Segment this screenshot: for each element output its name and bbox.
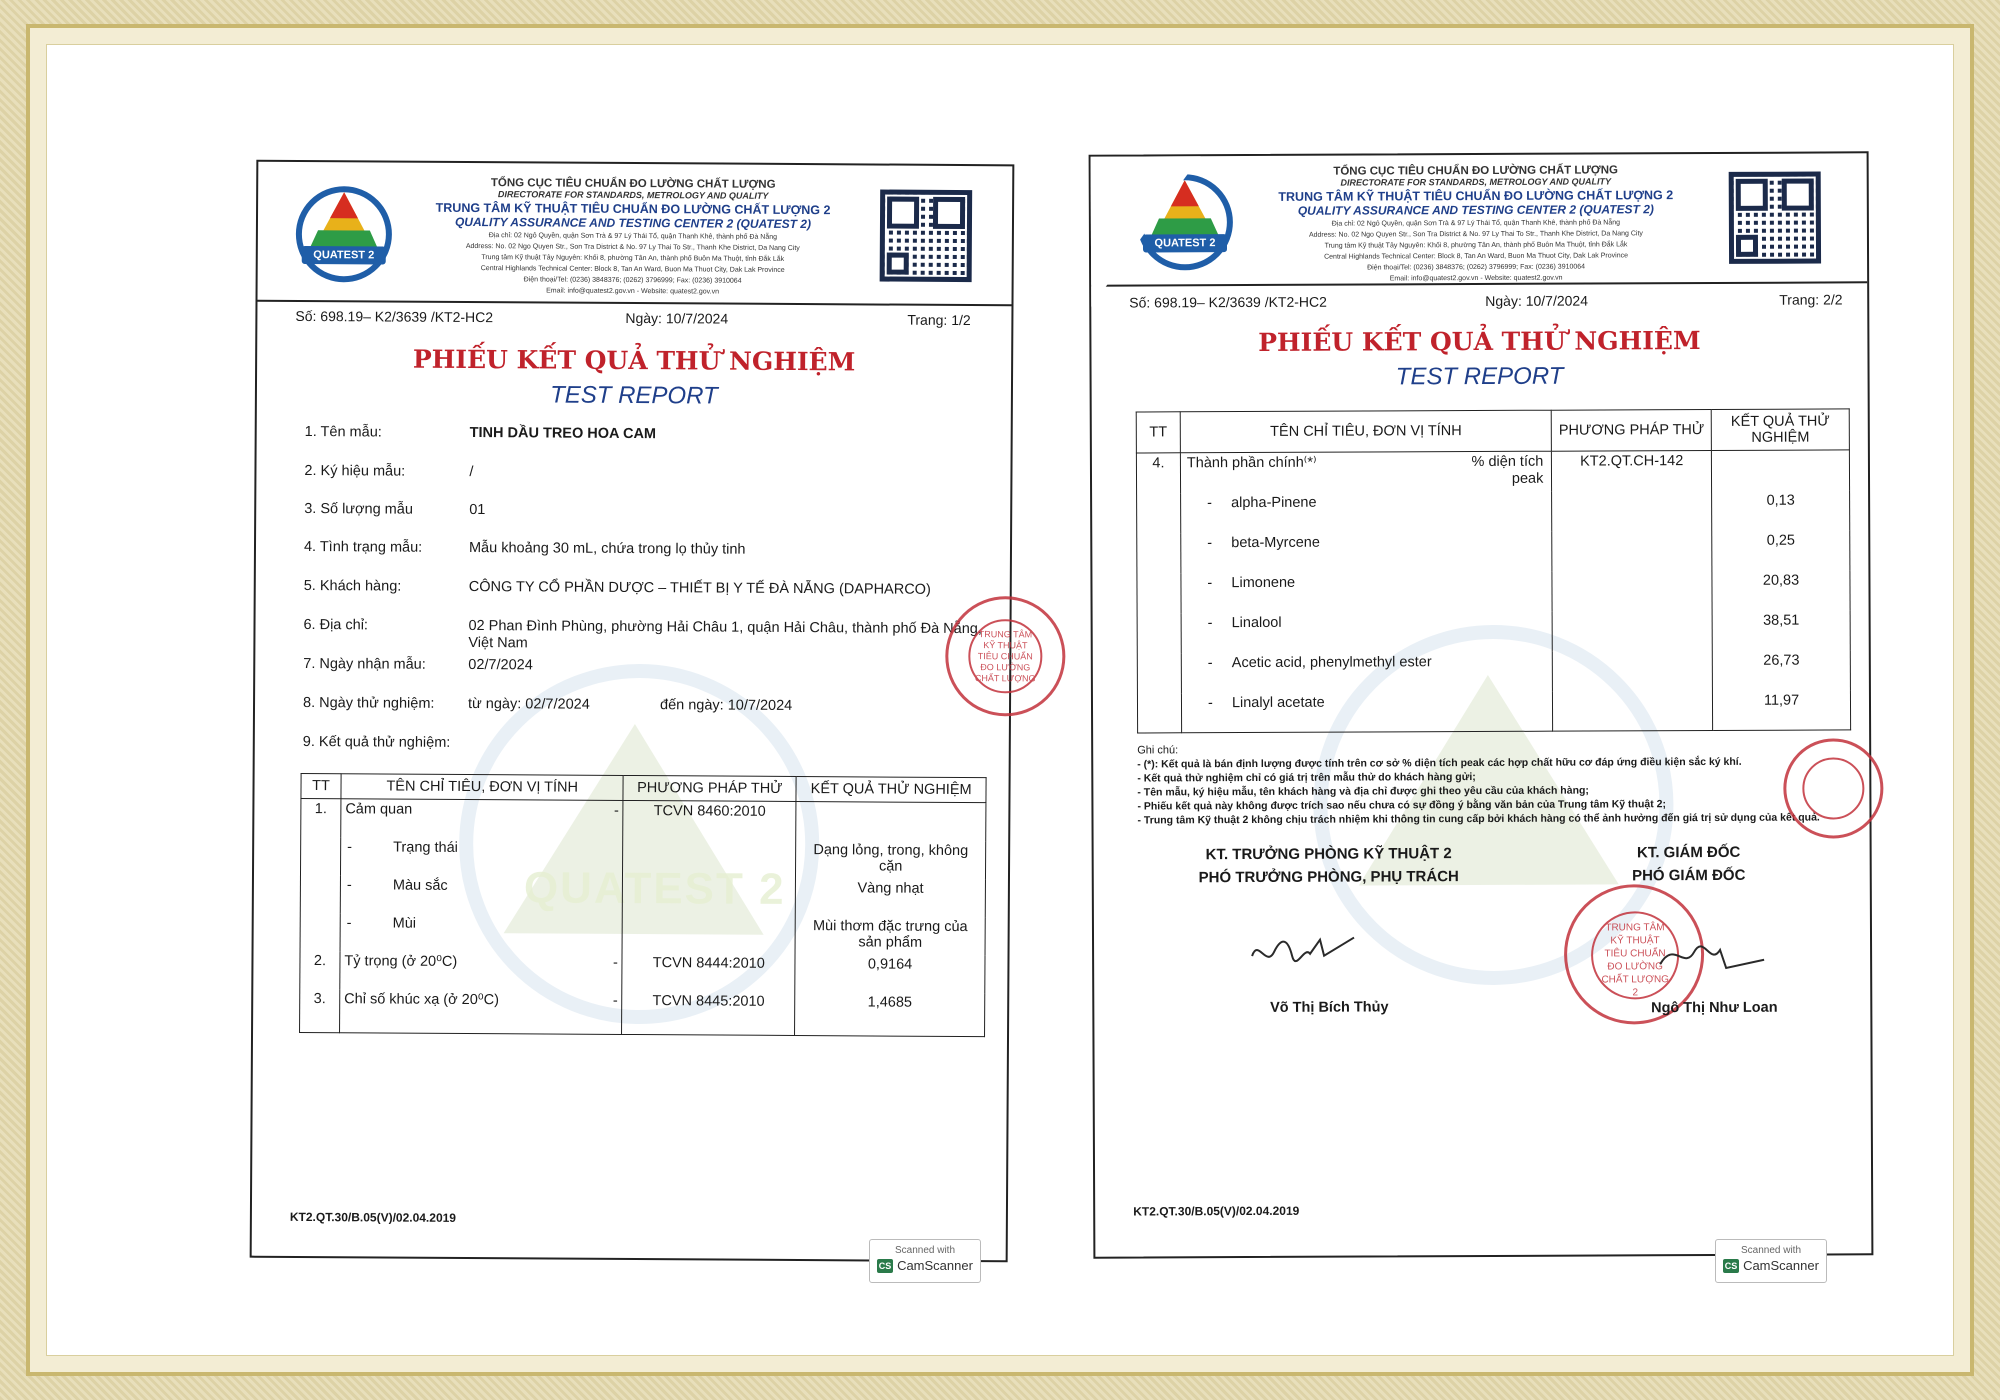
signature-right xyxy=(1654,930,1774,981)
table-row: - Mùi Mùi thơm đặc trưng của sản phẩm xyxy=(300,912,985,954)
letterhead xyxy=(257,162,1012,307)
letterhead-text: TỔNG CỤC TIÊU CHUẨN ĐO LƯỜNG CHẤT LƯỢNG DIRECTORATE FOR STANDARDS, METROLOGY AND QUALITY TRUNG TÂM KỸ THUẬT TIÊU CHUẨN ĐO LƯỜNG CHẤT LƯỢNG 2 QUALITY ASSURANCE AND TESTING CENTER 2 (QUATEST 2) Địa chỉ: 02 Ngô Quyền, quận Sơn Trà & 97 Lý Thái Tổ, quận Thanh Khê, thành phố Đà Nẵng Address: No. 02 Ngo Quyen Str., Son Tra District & No. 97 Ly Thai To Str., Thanh Khe District, Da Nang City Trung tâm Kỹ thuật Tây Nguyên: Khối 8, phường Tân An, thành phố Buôn Ma Thuột, tỉnh Đắk Lắk Central Highlands Technical Center: Block 8, Tan An Ward, Buon Ma Thuot City, Dak Lak Province Điện thoại/Tel: (0236) 3848376; (0262) 3796999; Fax: (0236) 3910064 Email: info@quatest2.gov.vn - Website: quatest2.gov.vn xyxy=(435,177,831,296)
title-english: TEST REPORT xyxy=(550,381,718,410)
camscanner-badge: Scanned with CS CamScanner xyxy=(1715,1239,1827,1283)
table-row: - Màu sắc Vàng nhạt xyxy=(300,874,985,916)
report-number: Số: 698.19– K2/3639 /KT2-HC2 xyxy=(1129,293,1327,311)
results-table-1 xyxy=(299,773,987,1037)
title-english: TEST REPORT xyxy=(1395,362,1564,391)
official-stamp-small xyxy=(1783,738,1883,838)
notes-section: Ghi chú: - (*): Kết quả là bán định lượng được tính trên cơ sở % diện tích peak các hợp chất hữu cơ đáp ứng điều kiện sắc ký khí. - Kết quả thử nghiệm chỉ có giá trị trên mẫu thử do khách hàng gửi; - Tên mẫu, ký hiệu mẫu, tên khách hàng và địa chỉ được ghi theo yêu cầu của khách hàng; - Phiếu kết quả này không được trích sao nếu chưa có sự đồng ý bằng văn bản của Trung tâm Kỹ thuật 2; - Trung tâm Kỹ thuật 2 không chịu trách nhiệm khi thông tin cung cấp bởi khách hàng có thể ảnh hưởng đến giá trị sử dụng của kết quả. xyxy=(1137,744,1820,827)
official-stamp-director: TRUNG TÂM KỸ THUẬT TIÊU CHUẨN ĐO LƯỜNG CHẤT LƯỢNG 2 xyxy=(1564,884,1705,1025)
table-row: 3. Chỉ số khúc xạ (ở 20⁰C) - TCVN 8445:2010 1,4685 xyxy=(300,988,985,1036)
report-meta xyxy=(295,308,991,334)
page-indicator: Trang: 2/2 xyxy=(1779,291,1843,308)
signatory-right-title: KT. GIÁM ĐỐC PHÓ GIÁM ĐỐC xyxy=(1632,843,1746,885)
table-row: - alpha-Pinene 0,13 xyxy=(1137,490,1850,533)
report-date: Ngày: 10/7/2024 xyxy=(1485,292,1589,309)
official-stamp: TRUNG TÂM KỸ THUẬT TIÊU CHUẨN ĐO LƯỜNG CHẤT LƯỢNG xyxy=(945,596,1066,717)
title-vietnamese: PHIẾU KẾT QUẢ THỬ NGHIỆM xyxy=(1258,326,1701,357)
table-row: - Linalyl acetate 11,97 xyxy=(1137,690,1850,733)
report-page-2 xyxy=(1089,151,1874,1258)
table-row: - Limonene 20,83 xyxy=(1137,570,1850,613)
signatory-left-title: KT. TRƯỞNG PHÒNG KỸ THUẬT 2 PHÓ TRƯỞNG PHÒNG, PHỤ TRÁCH xyxy=(1198,845,1459,887)
signature-left xyxy=(1244,916,1364,977)
table-header-row: TT TÊN CHỈ TIÊU, ĐƠN VỊ TÍNH PHƯƠNG PHÁP THỬ KẾT QUẢ THỬ NGHIỆM xyxy=(1136,409,1849,453)
table-row: 4. Thành phần chính⁽*⁾ % diện tích peak KT2.QT.CH-142 xyxy=(1136,450,1849,493)
camscanner-badge: Scanned with CS CamScanner xyxy=(869,1239,981,1283)
table-row: - beta-Myrcene 0,25 xyxy=(1137,530,1850,573)
report-page-1: QUATEST 2 QUATEST 2 TỔNG CỤC TIÊU CHUẨN ĐO LƯỜNG CHẤT LƯỢNG DIRECTORATE FOR STANDARDS, METROLOGY AND QUALITY TRUNG TÂM KỸ THUẬT TIÊU CHUẨN ĐO LƯỜNG CHẤT LƯỢNG 2 QUALITY ASSURANCE AND TESTING CENTER 2 (QUATEST 2) Địa chỉ: 02 Ngô Quyền, quận Sơn Trà & 97 Lý Thái Tổ, quận Thanh Khê, thành phố Đà Nẵng Address: No. 02 Ngo Quyen Str., Son Tra District & No. 97 Ly Thai To Str., Thanh Khe District, Da Nang City Trung tâm Kỹ thuật Tây Nguyên: Khối 8, phường Tân An, thành phố Buôn Ma Thuột, tỉnh Đắk Lắk Central Highlands Technical Center: Block 8, Tan An Ward, Buon Ma Thuot City, Dak Lak Province Điện thoại/Tel: (0236) 3848376; (0262) 3796999; Fax: (0236) 3910064 Email: info@quatest2.gov.vn - Website: quatest2.gov.vn Số: 698.19– K2/3639 /KT2-HC2 Ngày: 10/7/2024 Trang: 1/2 PHIẾU KẾT QUẢ THỬ NGHIỆM TEST REPORT 1. Tên mẫu: TINH DẦU TREO HOA CAM 2. Ký hiệu mẫu: / 3. Số lượng mẫu 01 4. Tình trạng mẫu: Mẫu khoảng 30 mL, chứa trong lọ thủy tinh 5. Khách hàng: CÔNG TY CỔ PHẦN DƯỢC – THIẾT BỊ Y TẾ ĐÀ NẴNG (DAPHARCO) 6. Địa chỉ: 02 Phan Đình Phùng, phường Hải Châu 1, quận Hải Châu, thành phố Đà Nẵng, Việt Nam 7. Ngày nhận mẫu: 02/7/2024 8. Ngày thử nghiệm: từ ngày: 02/7/2024 đến ngày: 10/7/2024 9. Kết quả thử nghiệm: TT TÊN CHỈ TIÊU, ĐƠN VỊ TÍNH PHƯƠNG PHÁP THỬ KẾT QUẢ THỬ NGHIỆM 1. Cảm quan - TCVN 8460:2010 - Trạng thái Dạng lỏng, trong, không cặn - Màu sắc Vàng nhạt - Mùi Mùi thơm đặc trưng của sản phẩm 2. Tỷ trọng (ở 20⁰C) - TCVN 8444:2010 0,9164 3. Chỉ số khúc xạ (ở 20⁰C) - TCVN 8445:2010 1,4685 TRUNG TÂM KỸ THUẬT TIÊU CHUẨN ĐO LƯỜNG CHẤT LƯỢNG KT2.QT.30/B.05(V)/02.04.2019 xyxy=(250,160,1015,1263)
letterhead-text: TỔNG CỤC TIÊU CHUẨN ĐO LƯỜNG CHẤT LƯỢNG DIRECTORATE FOR STANDARDS, METROLOGY AND QUALITY TRUNG TÂM KỸ THUẬT TIÊU CHUẨN ĐO LƯỜNG CHẤT LƯỢNG 2 QUALITY ASSURANCE AND TESTING CENTER 2 (QUATEST 2) Địa chỉ: 02 Ngô Quyền, quận Sơn Trà & 97 Lý Thái Tổ, quận Thanh Khê, thành phố Đà Nẵng Address: No. 02 Ngo Quyen Str., Son Tra District & No. 97 Ly Thai To Str., Thanh Khe District, Da Nang City Trung tâm Kỹ thuật Tây Nguyên: Khối 8, phường Tân An, thành phố Buôn Ma Thuột, tỉnh Đắk Lắk Central Highlands Technical Center: Block 8, Tan An Ward, Buon Ma Thuot City, Dak Lak Province Điện thoại/Tel: (0236) 3848376; (0262) 3796999; Fax: (0236) 3910064 Email: info@quatest2.gov.vn - Website: quatest2.gov.vn xyxy=(1278,164,1674,283)
report-meta xyxy=(1129,291,1847,316)
form-code: KT2.QT.30/B.05(V)/02.04.2019 xyxy=(1133,1203,1300,1219)
scan-canvas xyxy=(46,44,1954,1356)
camscanner-icon: CS xyxy=(1724,1260,1738,1271)
signatory-left-name: Võ Thị Bích Thủy xyxy=(1270,999,1389,1016)
folded-corner xyxy=(1091,156,1202,306)
form-code: KT2.QT.30/B.05(V)/02.04.2019 xyxy=(289,1209,457,1225)
report-number: Số: 698.19– K2/3639 /KT2-HC2 xyxy=(295,307,494,326)
quatest-logo: QUATEST 2 xyxy=(1137,174,1233,270)
quatest-logo: QUATEST 2 xyxy=(296,186,393,283)
camscanner-icon: CS xyxy=(878,1260,892,1271)
table-row: - Trạng thái Dạng lỏng, trong, không cặn xyxy=(300,836,985,878)
results-table-2 xyxy=(1136,408,1851,733)
letterhead xyxy=(1091,153,1868,286)
report-date: Ngày: 10/7/2024 xyxy=(625,309,729,327)
qr-code-icon xyxy=(1729,172,1821,264)
signatory-right-name: Ngô Thị Như Loan xyxy=(1651,999,1778,1017)
qr-code-icon xyxy=(880,190,973,283)
title-vietnamese: PHIẾU KẾT QUẢ THỬ NGHIỆM xyxy=(412,344,856,377)
table-row: - Acetic acid, phenylmethyl ester 26,73 xyxy=(1137,650,1850,693)
table-row: 2. Tỷ trọng (ở 20⁰C) - TCVN 8444:2010 0,9164 xyxy=(300,950,985,992)
table-row: - Linalool 38,51 xyxy=(1137,610,1850,653)
table-header-row: TT TÊN CHỈ TIÊU, ĐƠN VỊ TÍNH PHƯƠNG PHÁP THỬ KẾT QUẢ THỬ NGHIỆM xyxy=(301,773,986,802)
watermark-text: QUATEST 2 xyxy=(523,863,786,914)
page-indicator: Trang: 1/2 xyxy=(907,311,971,329)
table-row: 1. Cảm quan - TCVN 8460:2010 xyxy=(301,798,986,840)
